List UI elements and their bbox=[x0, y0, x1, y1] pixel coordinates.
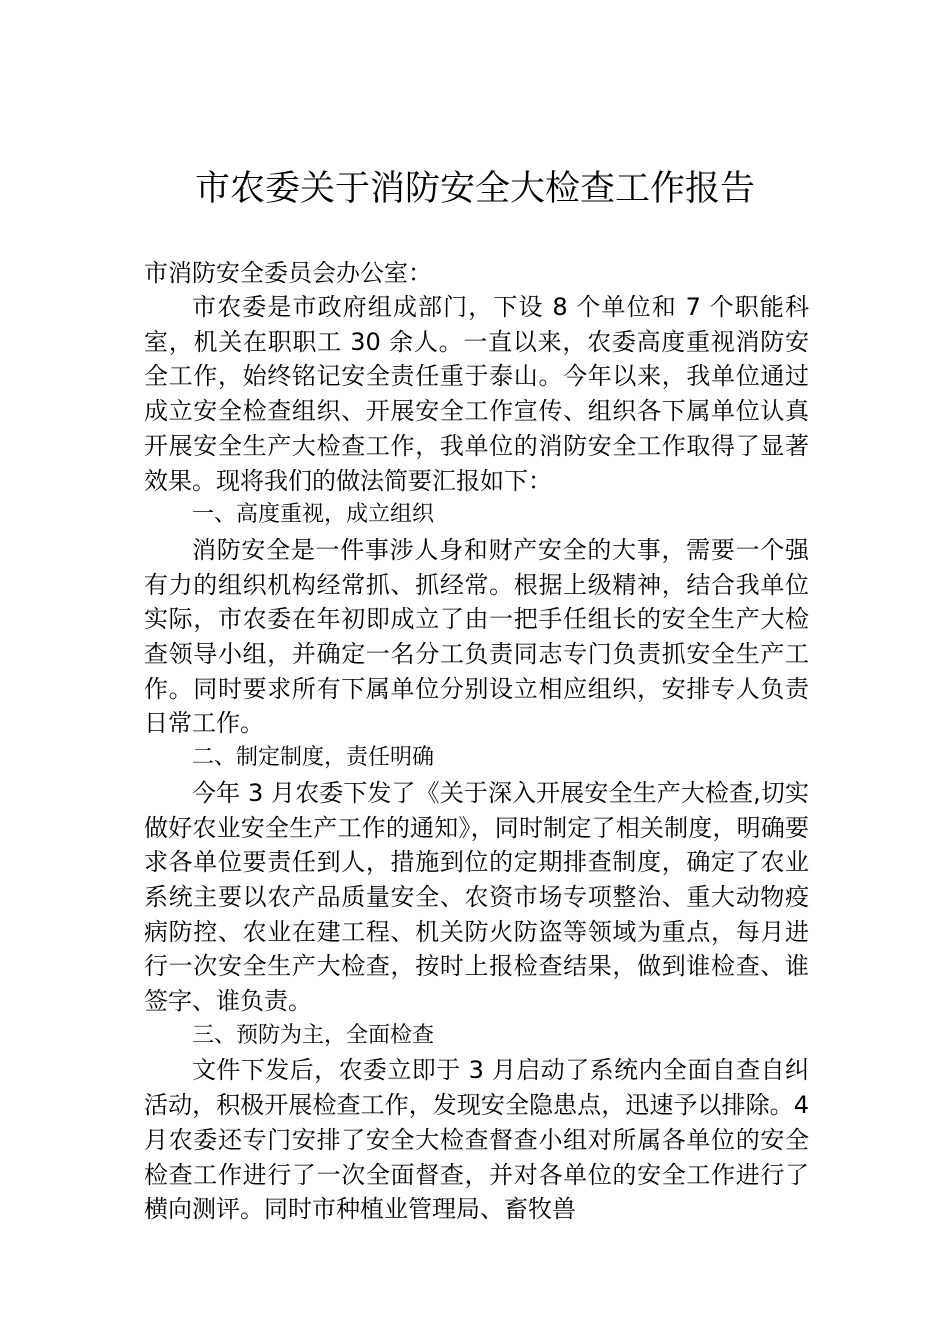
document-title: 市农委关于消防安全大检查工作报告 bbox=[194, 169, 755, 209]
section-heading-3: 三、预防为主，全面检查 bbox=[192, 1022, 435, 1048]
paragraph-section-2: 今年 3 月农委下发了《关于深入开展安全生产大检查,切实做好农业安全生产工作的通知》，同时制定了相关制度，明确要求各单位要责任到人，措施到位的定期排查制度，确定了农业系统主要以农产品质量安全、农资市场专项整治、重大动物疫病防控、农业在建工程、机关防火防盗等领域为重点，每月进行一次安全生产大检查，按时上报检查结果，做到谁检查、谁签字、谁负责。 bbox=[144, 778, 809, 1016]
section-heading-2: 二、制定制度，责任明确 bbox=[192, 745, 435, 771]
paragraph-section-3: 文件下发后，农委立即于 3 月启动了系统内全面自查自纠活动，积极开展检查工作，发现安全隐患点，迅速予以排除。4 月农委还专门安排了安全大检查督查小组对所属各单位的安全检查工作进行了一次全面督查，并对各单位的安全工作进行了横向测评。同时市种植业管理局、畜牧兽 bbox=[144, 1056, 809, 1224]
paragraph-intro: 市农委是市政府组成部门，下设 8 个单位和 7 个职能科室，机关在职职工 30 余人。一直以来，农委高度重视消防安全工作，始终铭记安全责任重于泰山。今年以来，我单位通过成立安全检查组织、开展安全工作宣传、组织各下属单位认真开展安全生产大检查工作，我单位的消防安全工作取得了显著效果。现将我们的做法简要汇报如下： bbox=[144, 293, 809, 495]
paragraph-section-1: 消防安全是一件事涉人身和财产安全的大事，需要一个强有力的组织机构经常抓、抓经常。根据上级精神，结合我单位实际，市农委在年初即成立了由一把手任组长的安全生产大检查领导小组，并确定一名分工负责同志专门负责抓安全生产工作。同时要求所有下属单位分别设立相应组织，安排专人负责日常工作。 bbox=[144, 535, 809, 738]
salutation: 市消防安全委员会办公室： bbox=[144, 259, 432, 287]
document-body bbox=[144, 256, 809, 1227]
section-heading-1: 一、高度重视，成立组织 bbox=[192, 502, 435, 528]
